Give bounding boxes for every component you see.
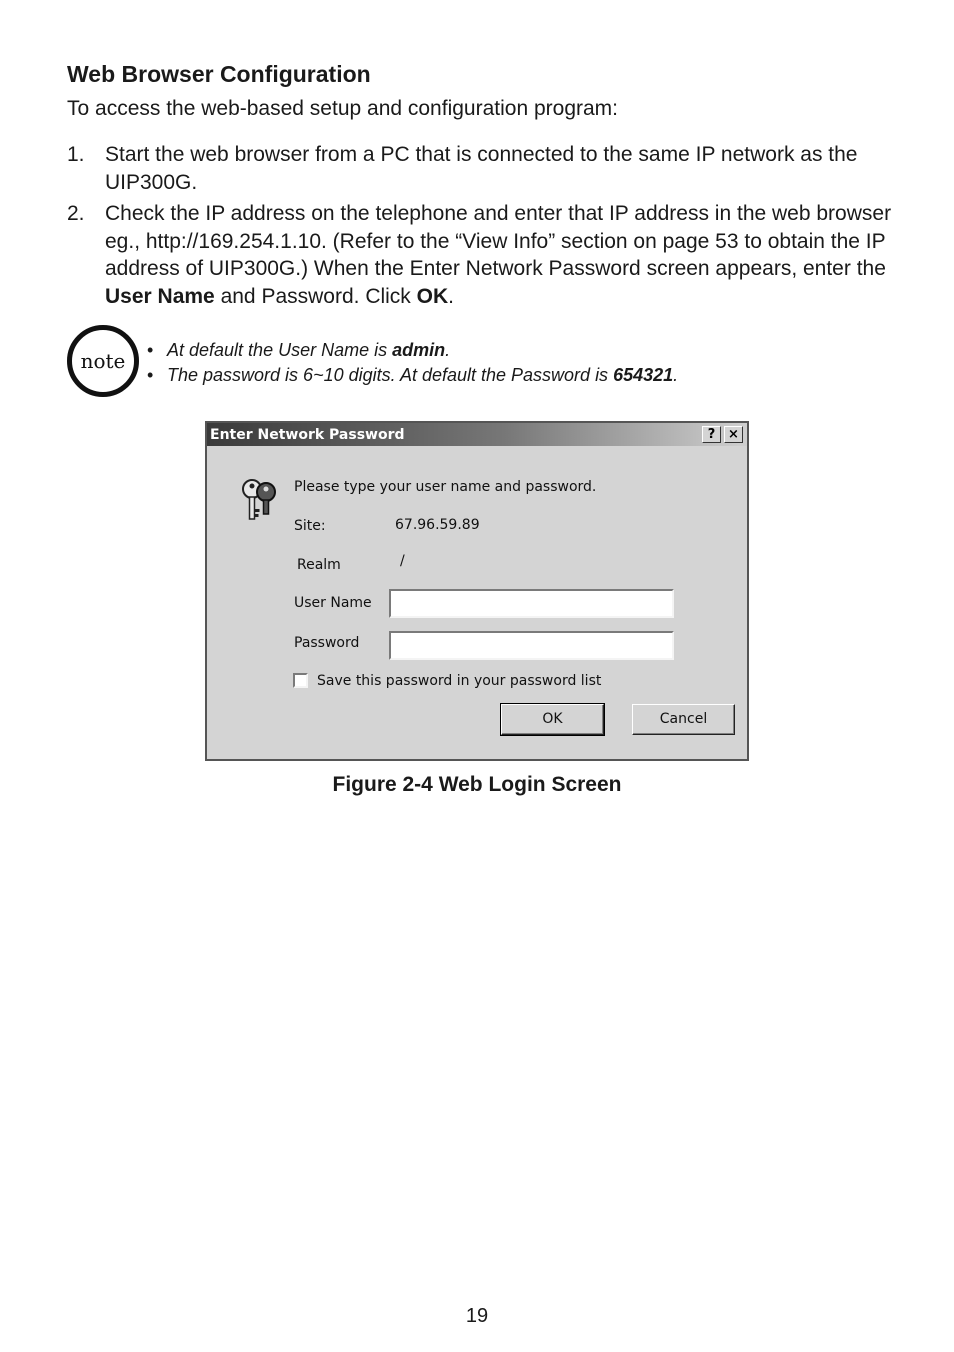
note-text: At default the User Name is: [167, 340, 393, 360]
password-label: Password: [294, 635, 360, 651]
step-text: and Password. Click: [214, 284, 417, 308]
page-number: 19: [465, 1305, 489, 1327]
step-2: [67, 200, 897, 310]
ok-button[interactable]: OK: [501, 704, 604, 735]
step-bold-ok: OK: [416, 284, 449, 308]
bullet: •: [147, 340, 154, 360]
note-bold: admin: [392, 340, 446, 360]
note-end: .: [445, 340, 451, 360]
note-bold: 654321: [613, 365, 674, 385]
save-password-checkbox[interactable]: [293, 673, 308, 688]
note-item-2: [147, 363, 678, 388]
keys-icon: [235, 475, 285, 525]
site-value: 67.96.59.89: [395, 517, 480, 533]
realm-value: /: [400, 553, 405, 569]
figure-caption: Figure 2-4 Web Login Screen: [332, 773, 622, 796]
note-item-1: [147, 338, 678, 363]
username-input[interactable]: [389, 589, 674, 618]
note-list: [147, 338, 678, 388]
step-text: Start the web browser from a PC that is connected to the same IP network as the UIP300G.: [105, 143, 858, 194]
note-text: The password is 6~10 digits. At default the Password is: [167, 365, 614, 385]
enter-network-password-dialog: [205, 421, 749, 761]
steps-list: [67, 141, 897, 314]
note-icon: note: [67, 325, 139, 397]
step-bold-username: User Name: [105, 284, 215, 308]
dialog-title: Enter Network Password: [210, 427, 405, 443]
step-1: [67, 141, 897, 196]
password-input[interactable]: [389, 631, 674, 660]
bullet: •: [147, 365, 154, 385]
realm-label: Realm: [297, 557, 341, 573]
intro-text: To access the web-based setup and configuration program:: [67, 97, 618, 120]
step-text: .: [448, 284, 454, 308]
username-label: User Name: [294, 595, 372, 611]
section-heading: Web Browser Configuration: [67, 61, 371, 87]
help-button[interactable]: ?: [702, 426, 721, 443]
step-text: Check the IP address on the telephone and enter that IP address in the web browser eg., http://169.254.1.10. (Refer to the “View Info” section on page 53 to obtain the IP address of UIP300G.) When the Enter Network Password screen appears, enter the: [105, 202, 892, 280]
close-button[interactable]: ×: [724, 426, 743, 443]
cancel-button[interactable]: Cancel: [632, 704, 735, 735]
save-password-label[interactable]: Save this password in your password list: [317, 673, 602, 689]
dialog-titlebar[interactable]: [207, 423, 747, 446]
step-number: 1.: [67, 143, 85, 166]
note-end: .: [673, 365, 679, 385]
step-number: 2.: [67, 202, 85, 225]
site-label: Site:: [294, 518, 326, 534]
dialog-prompt: Please type your user name and password.: [294, 479, 597, 495]
